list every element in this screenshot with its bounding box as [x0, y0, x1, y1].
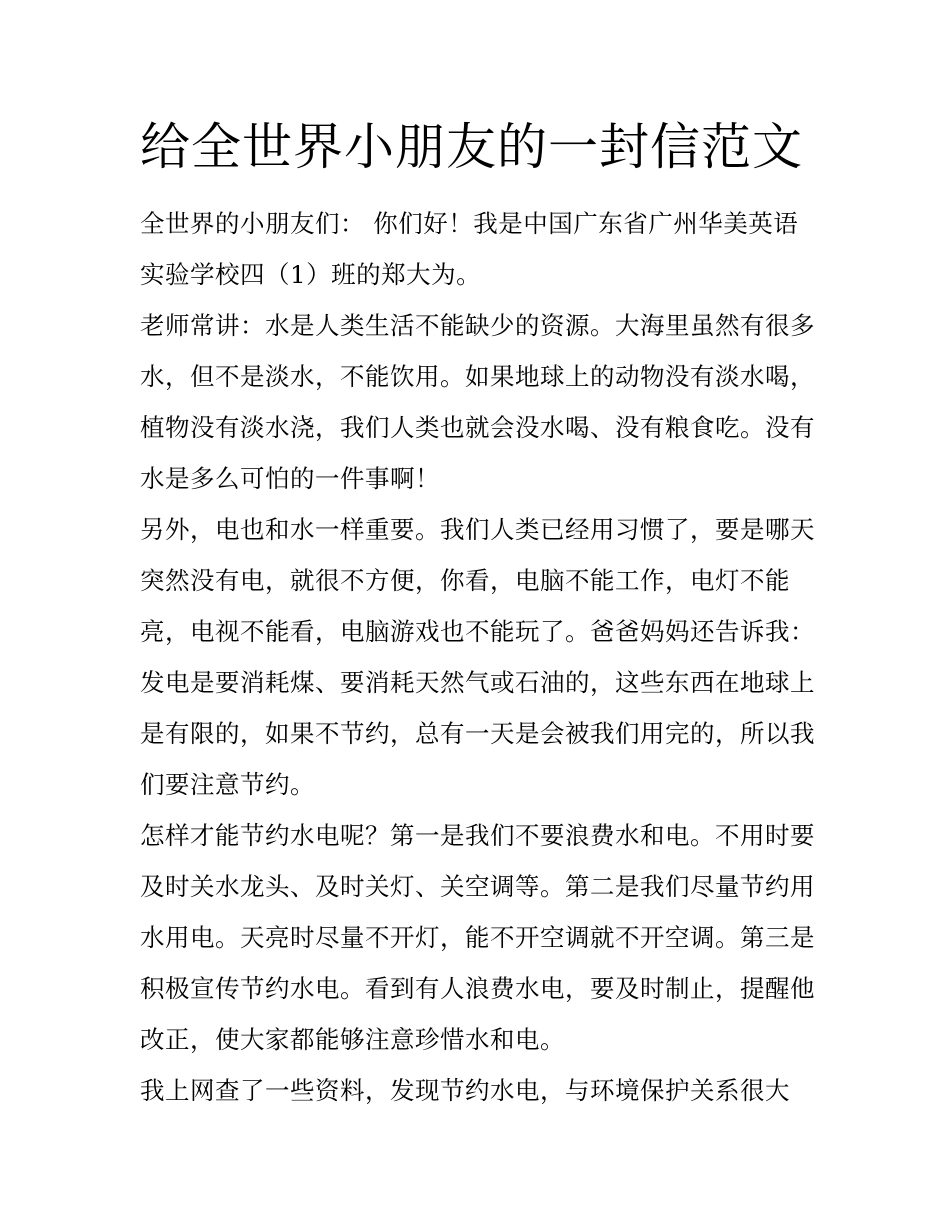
text-line: 植物没有淡水浇，我们人类也就会没水喝、没有粮食吃。没有 — [140, 413, 815, 442]
text-line: 水，但不是淡水，不能饮用。如果地球上的动物没有淡水喝， — [140, 362, 815, 391]
text-line: 突然没有电，就很不方便，你看，电脑不能工作，电灯不能 — [140, 566, 790, 595]
text-line: 全世界的小朋友们： 你们好！我是中国广东省广州华美英语 — [140, 209, 799, 238]
text-line: 是有限的，如果不节约，总有一天是会被我们用完的，所以我 — [140, 719, 815, 748]
text-line: 另外，电也和水一样重要。我们人类已经用习惯了，要是哪天 — [140, 515, 815, 544]
text-line: 怎样才能节约水电呢？第一是我们不要浪费水和电。不用时要 — [140, 821, 815, 850]
text-line: 发电是要消耗煤、要消耗天然气或石油的，这些东西在地球上 — [140, 668, 815, 697]
document-page — [140, 110, 830, 1116]
paragraph-saving-methods — [140, 810, 830, 1065]
paragraph-electricity — [140, 504, 830, 810]
text-line: 们要注意节约。 — [140, 770, 315, 799]
text-line: 水是多么可怕的一件事啊！ — [140, 464, 440, 493]
text-line: 我上网查了一些资料，发现节约水电，与环境保护关系很大 — [140, 1076, 790, 1105]
text-line: 老师常讲：水是人类生活不能缺少的资源。大海里虽然有很多 — [140, 311, 815, 340]
text-line: 水用电。天亮时尽量不开灯，能不开空调就不开空调。第三是 — [140, 923, 815, 952]
text-line: 及时关水龙头、及时关灯、关空调等。第二是我们尽量节约用 — [140, 872, 815, 901]
text-line: 积极宣传节约水电。看到有人浪费水电，要及时制止，提醒他 — [140, 974, 815, 1003]
paragraph-greeting — [140, 198, 830, 300]
paragraph-water — [140, 300, 830, 504]
paragraph-research — [140, 1065, 830, 1116]
text-line: 亮，电视不能看，电脑游戏也不能玩了。爸爸妈妈还告诉我： — [140, 617, 815, 646]
text-line: 改正，使大家都能够注意珍惜水和电。 — [140, 1025, 565, 1054]
text-line: 实验学校四（1）班的郑大为。 — [140, 260, 482, 289]
document-title: 给全世界小朋友的一封信范文 — [140, 118, 803, 176]
